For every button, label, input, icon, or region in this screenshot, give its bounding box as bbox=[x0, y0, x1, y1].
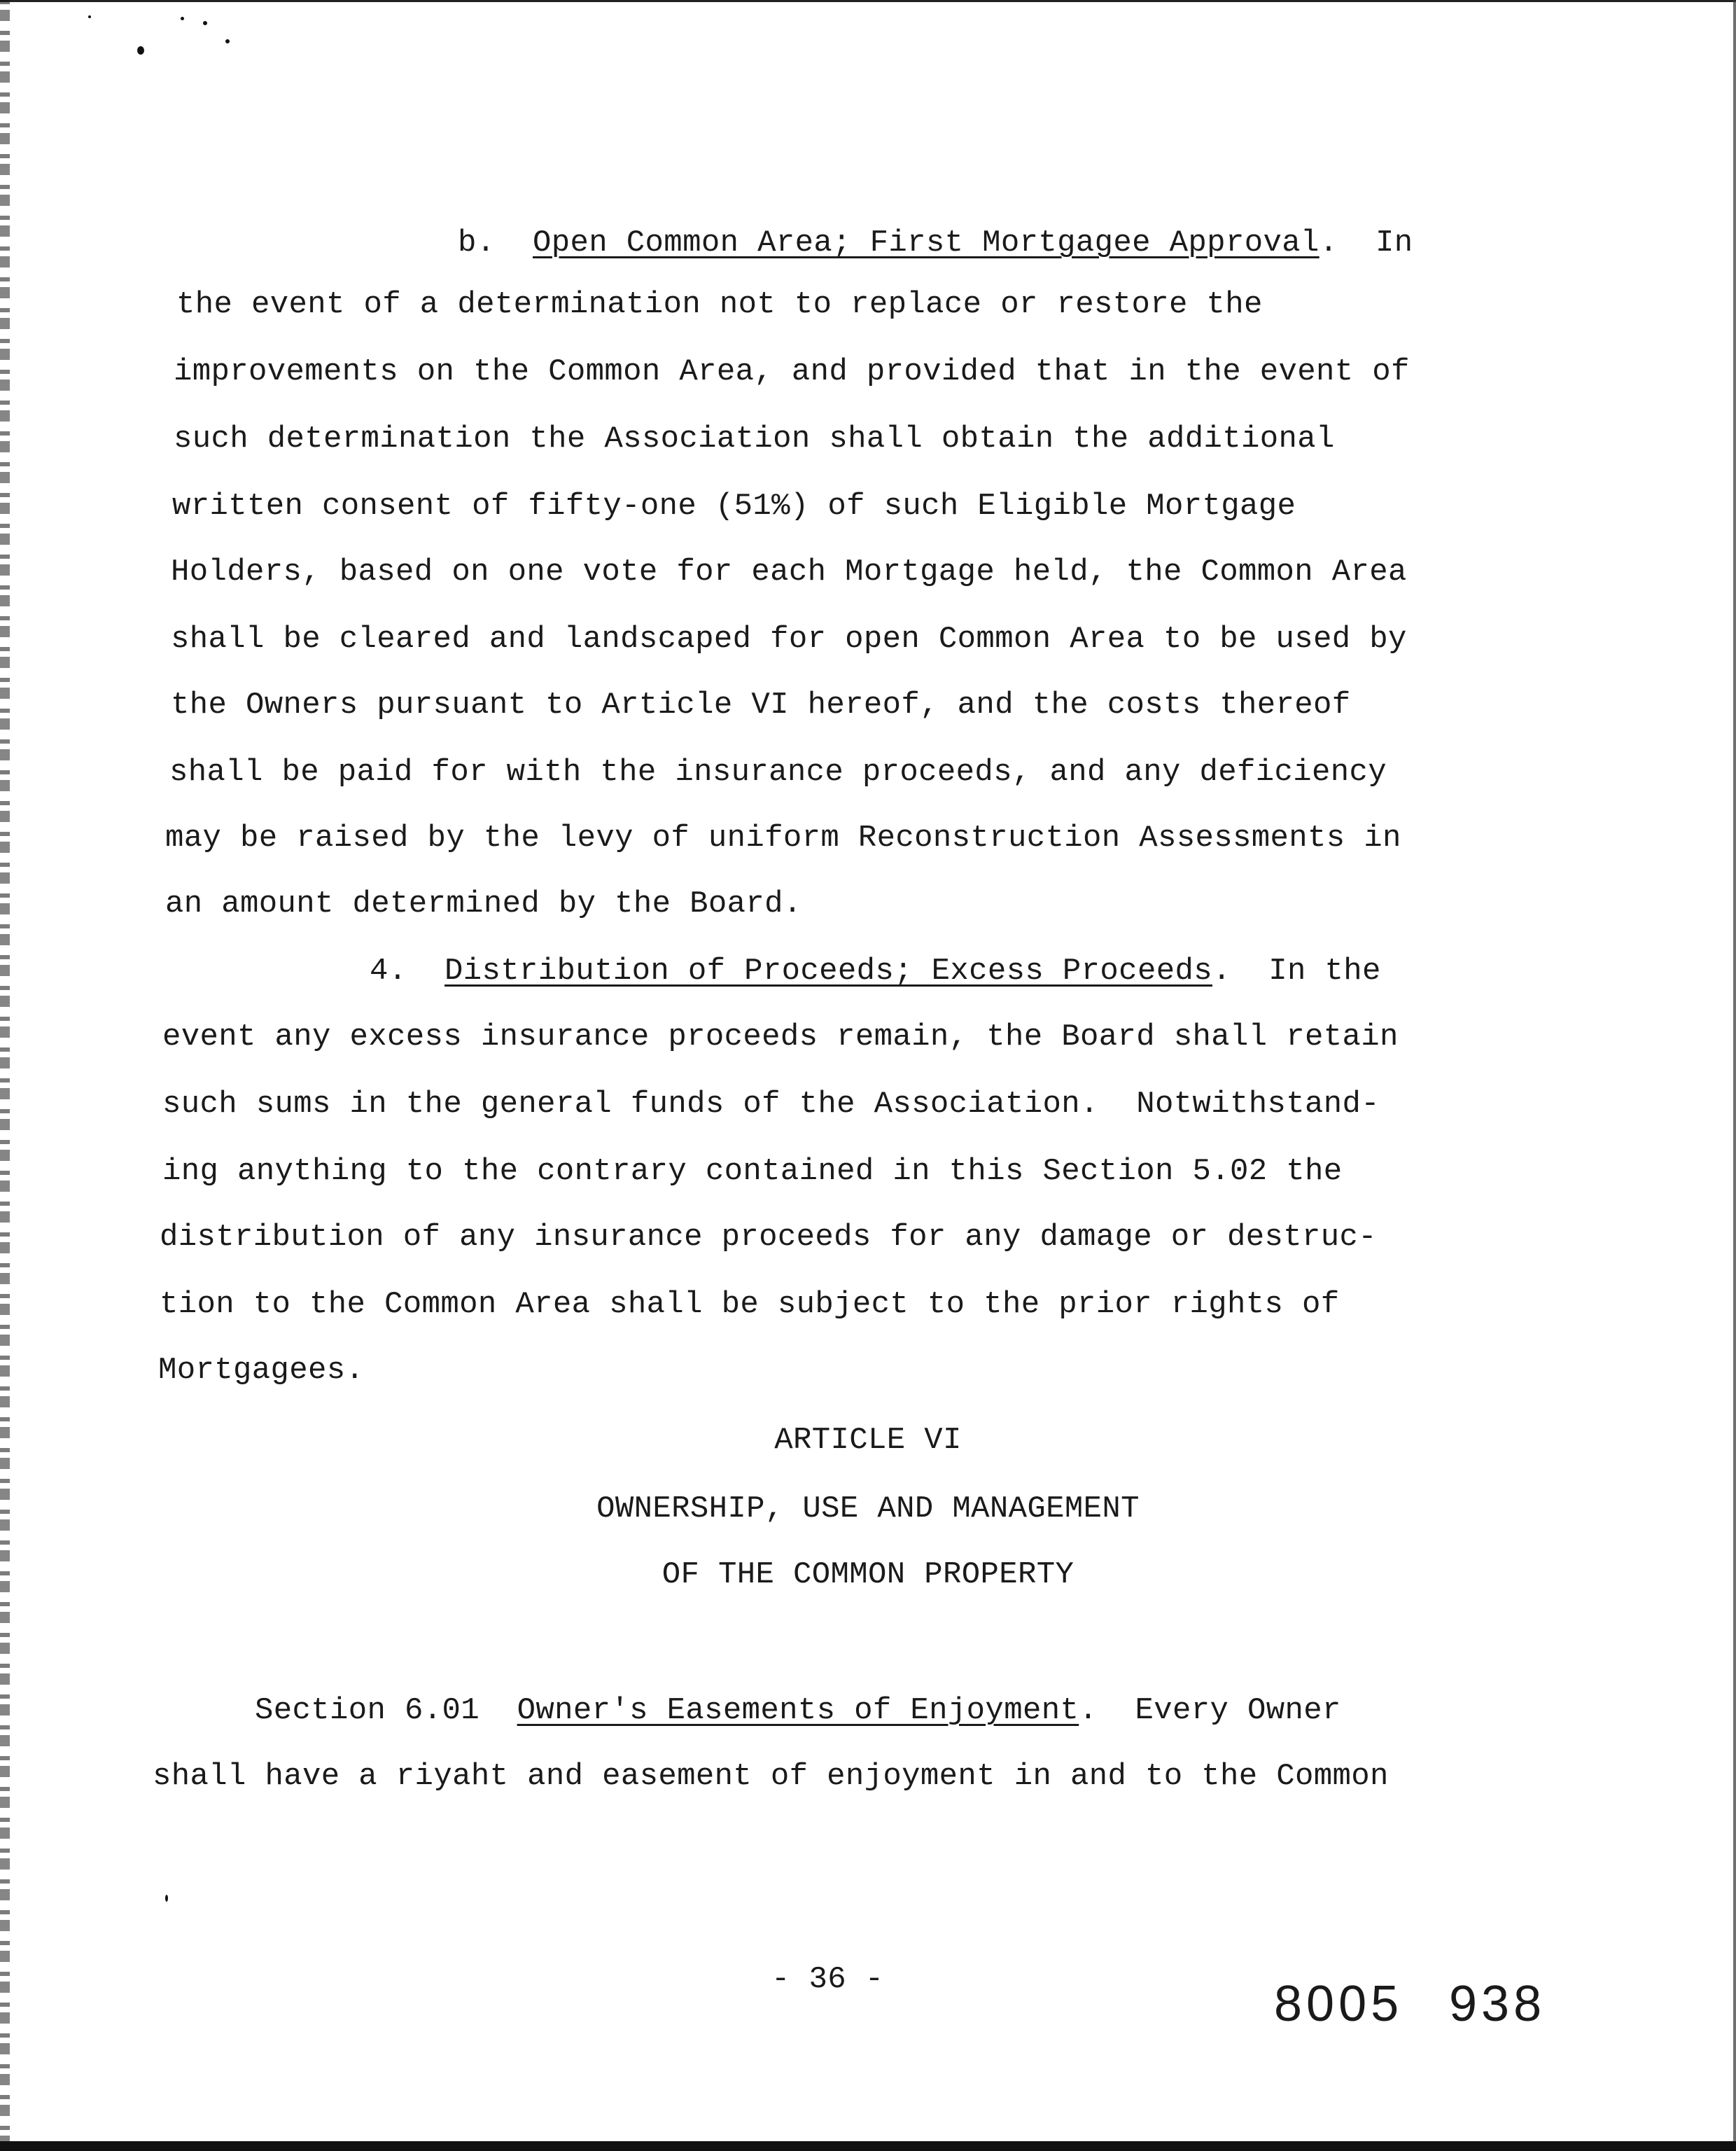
page-number: - 36 - bbox=[771, 1962, 884, 1997]
para-4-line: Mortgagees. bbox=[158, 1353, 365, 1388]
para-b-line: such determination the Association shall obtain the additional bbox=[174, 422, 1335, 457]
para-b-line: the event of a determination not to replace or restore the bbox=[176, 287, 1263, 322]
para-4-heading-end: . bbox=[1212, 954, 1231, 989]
para-b-heading-line bbox=[458, 225, 1413, 260]
para-4-lead: In the bbox=[1268, 954, 1381, 989]
section-601-line: shall have a riyaht and easement of enjoyment in and to the Common bbox=[153, 1759, 1389, 1794]
para-b-line: may be raised by the levy of uniform Reconstruction Assessments in bbox=[165, 821, 1401, 856]
para-4-marker: 4. bbox=[370, 954, 407, 989]
section-601-lead: Every Owner bbox=[1135, 1693, 1341, 1728]
para-b-line: shall be cleared and landscaped for open Common Area to be used by bbox=[171, 622, 1407, 657]
scan-speck bbox=[88, 15, 91, 18]
scan-speck bbox=[203, 21, 207, 25]
scan-edge-bottom bbox=[0, 2141, 1736, 2151]
section-601-heading-line bbox=[255, 1693, 1341, 1728]
para-b-line: shall be paid for with the insurance proceeds, and any deficiency bbox=[169, 755, 1387, 790]
para-b-marker: b. bbox=[458, 225, 496, 260]
para-b-line: written consent of fifty-one (51%) of such Eligible Mortgage bbox=[172, 489, 1296, 524]
para-4-line: such sums in the general funds of the Association. Notwithstand- bbox=[162, 1087, 1380, 1122]
para-b-line: the Owners pursuant to Article VI hereof, and the costs thereof bbox=[171, 688, 1351, 723]
section-601-heading-end: . bbox=[1079, 1693, 1098, 1728]
para-4-line: ing anything to the contrary contained in this Section 5.02 the bbox=[162, 1154, 1343, 1189]
para-4-line: tion to the Common Area shall be subject to the prior rights of bbox=[160, 1287, 1340, 1322]
article-number: ARTICLE VI bbox=[774, 1423, 962, 1458]
para-b-lead: In bbox=[1376, 225, 1413, 260]
section-601-heading: Owner's Easements of Enjoyment bbox=[517, 1693, 1079, 1728]
scan-edge-right bbox=[1733, 0, 1736, 2151]
scan-speck bbox=[165, 1895, 168, 1902]
para-b-line: improvements on the Common Area, and provided that in the event of bbox=[174, 354, 1410, 389]
scan-speck bbox=[181, 17, 184, 20]
book-number: 8005 bbox=[1274, 1976, 1404, 2032]
article-title-line-2: OF THE COMMON PROPERTY bbox=[662, 1557, 1074, 1592]
scan-edge-left bbox=[0, 0, 10, 2151]
para-b-heading-end: . bbox=[1319, 225, 1338, 260]
scan-speck bbox=[225, 39, 230, 43]
article-title-line-1: OWNERSHIP, USE AND MANAGEMENT bbox=[596, 1491, 1140, 1526]
scan-speck bbox=[137, 46, 144, 55]
para-4-line: event any excess insurance proceeds remain, the Board shall retain bbox=[162, 1019, 1399, 1054]
para-b-heading: Open Common Area; First Mortgagee Approval bbox=[533, 225, 1320, 260]
scan-edge-top bbox=[0, 0, 1736, 2]
para-b-line: an amount determined by the Board. bbox=[165, 886, 802, 921]
para-4-heading: Distribution of Proceeds; Excess Proceeds bbox=[444, 954, 1212, 989]
para-4-line: distribution of any insurance proceeds for any damage or destruc- bbox=[160, 1220, 1378, 1255]
book-page-number: 938 bbox=[1449, 1976, 1546, 2032]
para-4-heading-line bbox=[370, 954, 1381, 989]
section-601-marker: Section 6.01 bbox=[255, 1693, 480, 1728]
para-b-line: Holders, based on one vote for each Mortgage held, the Common Area bbox=[171, 555, 1407, 590]
